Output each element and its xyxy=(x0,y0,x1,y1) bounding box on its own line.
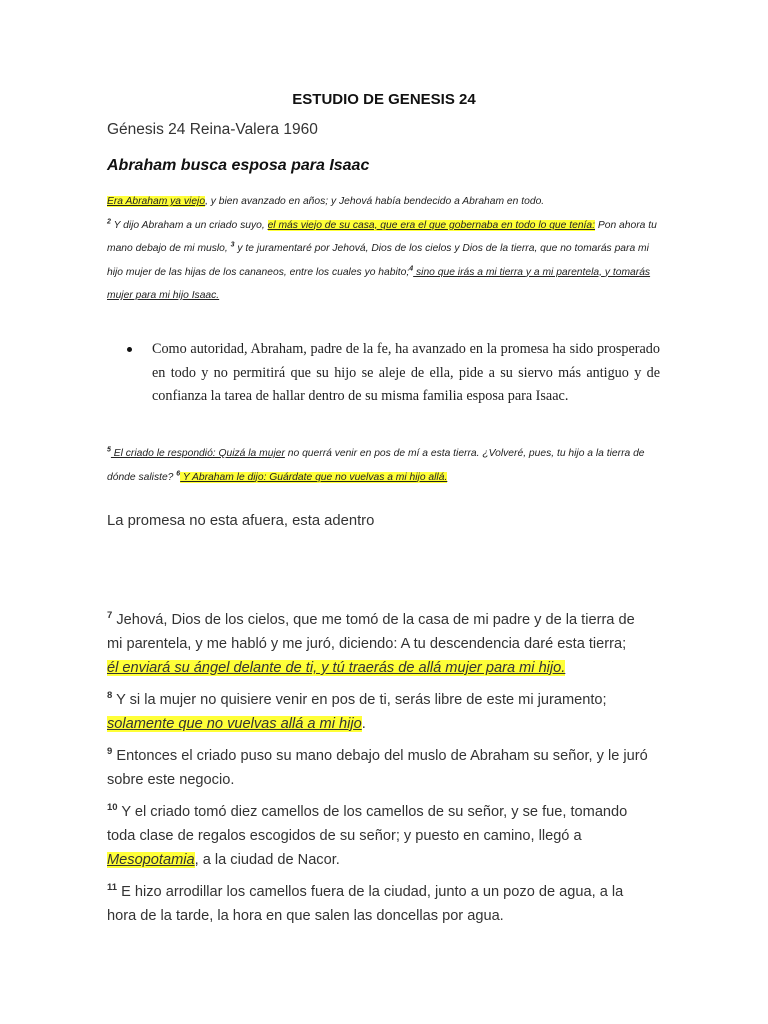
passage-verses-1-4 xyxy=(107,190,667,308)
section-heading: Abraham busca esposa para Isaac xyxy=(107,157,370,174)
highlight-span: Y Abraham le dijo: Guárdate que no vuelvas a mi hijo allá. xyxy=(180,471,448,483)
text-span: no querrá venir en pos de mí a esta tierra. ¿Volveré, pues, tu hijo a la tierra de dónde saliste? xyxy=(107,448,645,483)
verse-number: 7 xyxy=(107,610,113,622)
verse-number: 5 xyxy=(107,446,111,454)
verse-number: 3 xyxy=(230,241,235,249)
verse-7 xyxy=(107,608,652,680)
highlight-span: el más viejo de su casa, que era el que gobernaba en todo lo que tenía: xyxy=(267,219,596,231)
text-span: . xyxy=(361,716,366,732)
verse-text: Y si la mujer no quisiere venir en pos de ti, serás libre de este mi juramento; xyxy=(112,692,607,708)
verse-text: Entonces el criado puso su mano debajo del muslo de Abraham su señor, y le juró sobre este negocio. xyxy=(107,748,648,788)
verse-text: Y el criado tomó diez camellos de los camellos de su señor, y se fue, tomando toda clase de regalos escogidos de su señor; y puesto en camino, llegó a xyxy=(107,804,628,844)
bullet-item xyxy=(127,338,660,409)
verse-text: E hizo arrodillar los camellos fuera de la ciudad, junto a un pozo de agua, a la hora de la tarde, la hora en que salen las doncellas por agua. xyxy=(107,884,624,924)
bullet-icon xyxy=(127,347,132,352)
highlight-span: solamente que no vuelvas allá a mi hijo xyxy=(107,716,362,732)
document-title: ESTUDIO DE GENESIS 24 xyxy=(292,91,476,108)
underlined-span: El criado le respondió: Quizá la mujer xyxy=(110,448,285,459)
verse-9 xyxy=(107,744,652,792)
verse-text: Jehová, Dios de los cielos, que me tomó de la casa de mi padre y de la tierra de mi parentela, y me habló y me juró, diciendo: A tu descendencia daré esta tierra; xyxy=(107,612,635,652)
highlight-span: él enviará su ángel delante de ti, y tú traerás de allá mujer para mi hijo. xyxy=(107,660,566,676)
highlight-span: Mesopotamia xyxy=(107,852,195,868)
text-span: , a la ciudad de Nacor. xyxy=(194,852,340,868)
verse-number: 9 xyxy=(107,746,113,758)
highlight-span: Era Abraham ya viejo xyxy=(107,196,206,207)
passage-verses-5-6 xyxy=(107,442,667,489)
underlined-span: sino que irás a mi tierra y a mi parentela, y tomarás mujer para mi hijo Isaac. xyxy=(107,266,651,301)
verse-number: 6 xyxy=(176,470,181,478)
verse-number: 8 xyxy=(107,690,113,702)
verse-number: 10 xyxy=(107,802,118,814)
verse-11 xyxy=(107,880,652,928)
verse-number: 4 xyxy=(409,265,414,273)
verse-8 xyxy=(107,688,652,736)
note-text: La promesa no esta afuera, esta adentro xyxy=(107,513,375,529)
document-subtitle: Génesis 24 Reina-Valera 1960 xyxy=(107,121,318,138)
text-span: y te juramentaré por Jehová, Dios de los cielos y Dios de la tierra, que no tomarás para mi hijo mujer de las hijas de los cananeos, entre los cuales yo habito; xyxy=(107,243,649,278)
text-span: Pon ahora tu mano debajo de mi muslo, xyxy=(107,219,657,254)
text-span: Y dijo Abraham a un criado suyo, xyxy=(110,219,268,231)
verse-10 xyxy=(107,800,652,872)
verse-number: 11 xyxy=(107,882,118,894)
text-span: , y bien avanzado en años; y Jehová había bendecido a Abraham en todo. xyxy=(205,196,545,207)
verse-number: 2 xyxy=(107,218,111,226)
bullet-text: Como autoridad, Abraham, padre de la fe, ha avanzado en la promesa ha sido prosperado en todo y no permitirá que su hijo se aleje de ella, pide a su siervo más antiguo y de confianza la tarea de hallar dentro de su misma familia esposa para Isaac. xyxy=(152,341,660,404)
